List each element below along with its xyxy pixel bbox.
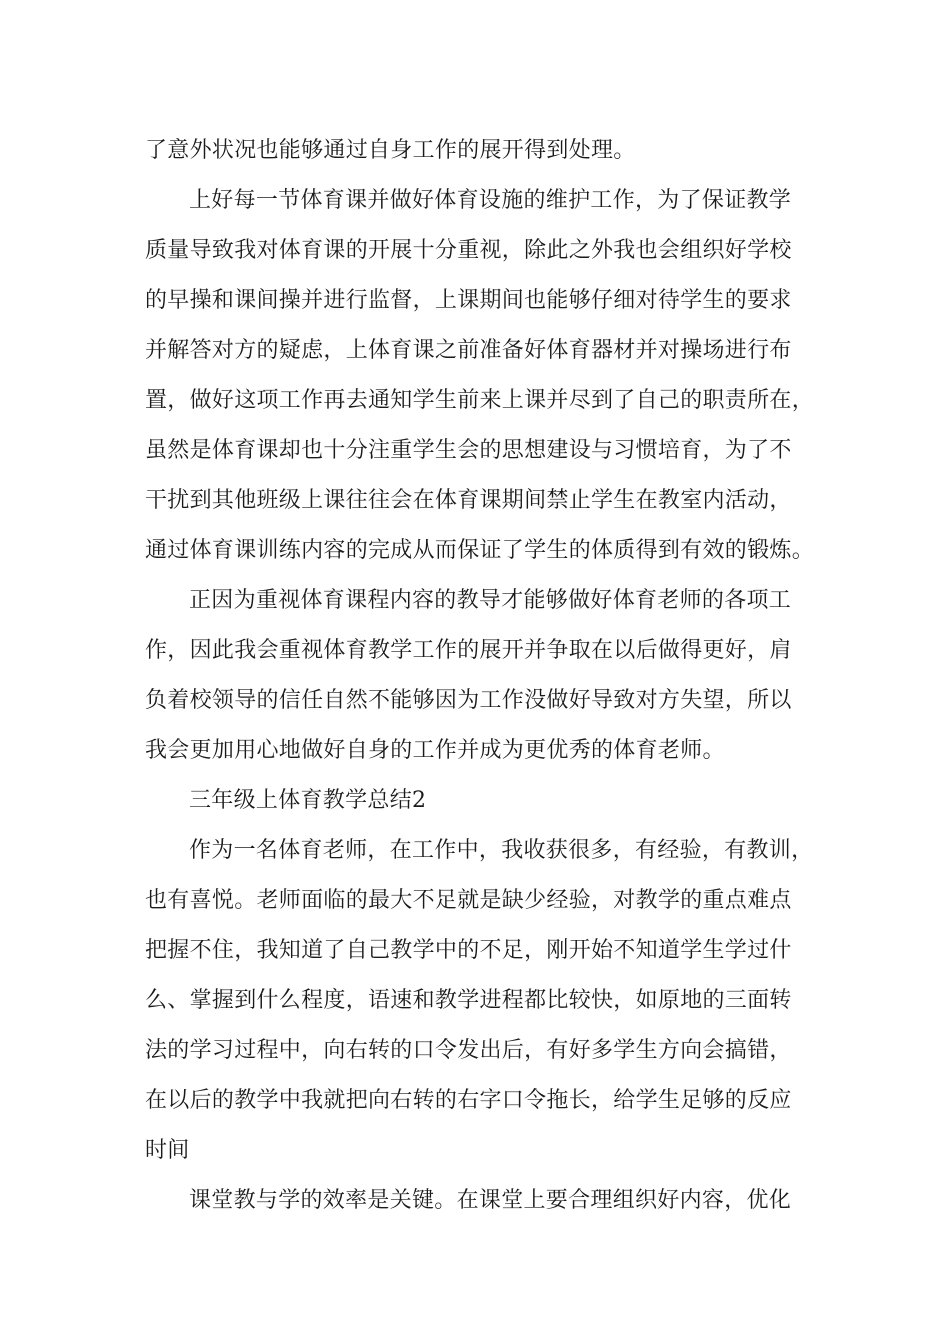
text-line: 的早操和课间操并进行监督，上课期间也能够仔细对待学生的要求 (145, 288, 792, 313)
text-line: 了意外状况也能够通过自身工作的展开得到处理。 (145, 138, 636, 163)
text-line: 么、掌握到什么程度，语速和教学进程都比较快，如原地的三面转 (145, 988, 792, 1013)
text-line: 通过体育课训练内容的完成从而保证了学生的体质得到有效的锻炼。 (145, 538, 815, 563)
text-line: 时间 (145, 1138, 190, 1163)
text-line: 我会更加用心地做好自身的工作并成为更优秀的体育老师。 (145, 738, 725, 763)
text-line: 负着校领导的信任自然不能够因为工作没做好导致对方失望，所以 (145, 688, 792, 713)
text-line: 法的学习过程中，向右转的口令发出后，有好多学生方向会搞错， (145, 1038, 792, 1063)
text-line: 干扰到其他班级上课往往会在体育课期间禁止学生在教室内活动， (145, 488, 792, 513)
text-line: 也有喜悦。老师面临的最大不足就是缺少经验，对教学的重点难点 (145, 888, 792, 913)
paragraph-first-line: 正因为重视体育课程内容的教导才能够做好体育老师的各项工 (189, 588, 792, 613)
text-line: 把握不住，我知道了自己教学中的不足，刚开始不知道学生学过什 (145, 938, 792, 963)
text-line: 并解答对方的疑虑，上体育课之前准备好体育器材并对操场进行布 (145, 338, 792, 363)
text-line: 置，做好这项工作再去通知学生前来上课并尽到了自己的职责所在， (145, 388, 815, 413)
paragraph-first-line: 作为一名体育老师，在工作中，我收获很多，有经验，有教训， (189, 838, 814, 863)
text-line: 虽然是体育课却也十分注重学生会的思想建设与习惯培育，为了不 (145, 438, 792, 463)
section-heading: 三年级上体育教学总结2 (189, 788, 427, 813)
text-line: 在以后的教学中我就把向右转的右字口令拖长，给学生足够的反应 (145, 1088, 792, 1113)
text-line: 作，因此我会重视体育教学工作的展开并争取在以后做得更好，肩 (145, 638, 792, 663)
paragraph-first-line: 课堂教与学的效率是关键。在课堂上要合理组织好内容，优化 (189, 1188, 792, 1213)
paragraph-first-line: 上好每一节体育课并做好体育设施的维护工作，为了保证教学 (189, 188, 792, 213)
text-line: 质量导致我对体育课的开展十分重视，除此之外我也会组织好学校 (145, 238, 792, 263)
